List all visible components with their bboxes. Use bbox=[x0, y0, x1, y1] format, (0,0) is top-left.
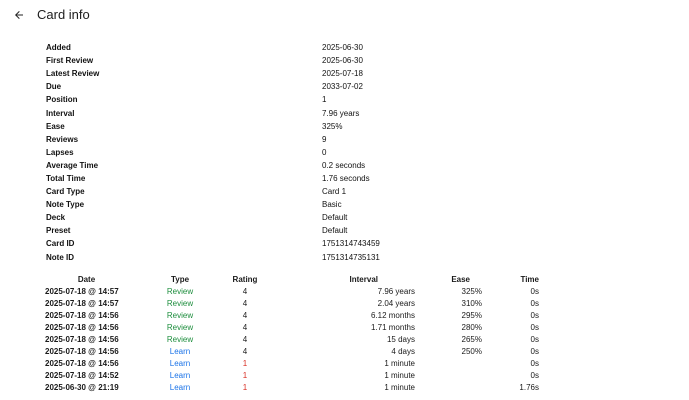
cell-date-at: @ bbox=[88, 359, 96, 369]
cell-date-day: 2025-07-18 bbox=[45, 359, 86, 369]
cell-ease: 325% bbox=[461, 286, 482, 296]
cell-time: 0s bbox=[530, 322, 539, 332]
table-row bbox=[38, 333, 539, 345]
cell-rating: 4 bbox=[242, 334, 248, 344]
cell-type: Review bbox=[166, 286, 194, 296]
info-key: Latest Review bbox=[46, 69, 100, 79]
table-row bbox=[38, 358, 539, 370]
cell-date-time: 14:56 bbox=[98, 359, 119, 369]
cell-ease bbox=[415, 358, 482, 370]
cell-rating: 4 bbox=[242, 347, 248, 357]
info-key: Lapses bbox=[46, 147, 74, 157]
info-value: 2025-06-30 bbox=[322, 56, 363, 66]
info-key: Ease bbox=[46, 121, 65, 131]
info-row bbox=[46, 146, 606, 159]
info-key: Added bbox=[46, 43, 71, 53]
cell-date-day: 2025-07-18 bbox=[45, 347, 86, 357]
cell-type: Review bbox=[166, 298, 194, 308]
cell-interval: 4 days bbox=[391, 347, 415, 357]
cell-date-at: @ bbox=[88, 371, 96, 381]
cell-ease: 310% bbox=[461, 298, 482, 308]
cell-date-time: 14:56 bbox=[98, 322, 119, 332]
cell-date-day: 2025-07-18 bbox=[45, 298, 86, 308]
info-key: Reviews bbox=[46, 134, 79, 144]
info-key: Card Type bbox=[46, 187, 85, 197]
cell-type: Learn bbox=[169, 347, 191, 357]
info-row bbox=[46, 211, 606, 224]
cell-date-day: 2025-07-18 bbox=[45, 334, 86, 344]
cell-ease bbox=[415, 370, 482, 382]
cell-type: Review bbox=[166, 322, 194, 332]
cell-date bbox=[38, 297, 135, 309]
info-value: Card 1 bbox=[322, 187, 347, 197]
cell-time: 0s bbox=[530, 310, 539, 320]
info-key: Note ID bbox=[46, 252, 74, 262]
table-row bbox=[38, 321, 539, 333]
cell-ease: 280% bbox=[461, 322, 482, 332]
cell-date-time: 14:52 bbox=[98, 371, 119, 381]
cell-rating: 1 bbox=[242, 371, 248, 381]
review-log-header-row bbox=[38, 273, 539, 285]
cell-interval: 7.96 years bbox=[377, 286, 415, 296]
cell-date-at: @ bbox=[88, 347, 96, 357]
info-key: Average Time bbox=[46, 160, 99, 170]
cell-time: 1.76s bbox=[519, 383, 539, 393]
info-key: Note Type bbox=[46, 200, 85, 210]
cell-interval: 6.12 months bbox=[370, 310, 415, 320]
cell-date-day: 2025-07-18 bbox=[45, 371, 86, 381]
table-row bbox=[38, 382, 539, 394]
cell-date bbox=[38, 370, 135, 382]
info-value: 9 bbox=[322, 134, 327, 144]
info-value: 2025-06-30 bbox=[322, 43, 363, 53]
cell-type: Learn bbox=[169, 383, 191, 393]
cell-ease: 295% bbox=[461, 310, 482, 320]
col-header-interval: Interval bbox=[349, 274, 378, 284]
cell-date-day: 2025-07-18 bbox=[45, 310, 86, 320]
info-value: 2025-07-18 bbox=[322, 69, 363, 79]
review-log-table bbox=[38, 273, 539, 394]
cell-date bbox=[38, 285, 135, 297]
cell-time: 0s bbox=[530, 334, 539, 344]
col-header-rating: Rating bbox=[232, 274, 258, 284]
cell-date-day: 2025-07-18 bbox=[45, 286, 86, 296]
info-row bbox=[46, 80, 606, 93]
info-value: 7.96 years bbox=[322, 108, 360, 118]
cell-time: 0s bbox=[530, 371, 539, 381]
cell-date-day: 2025-06-30 bbox=[45, 383, 86, 393]
info-row bbox=[46, 159, 606, 172]
cell-interval: 2.04 years bbox=[377, 298, 415, 308]
cell-interval: 1 minute bbox=[384, 371, 415, 381]
cell-ease bbox=[415, 382, 482, 394]
info-value: Basic bbox=[322, 200, 342, 210]
info-value: Default bbox=[322, 213, 348, 223]
cell-date bbox=[38, 358, 135, 370]
info-value: Default bbox=[322, 226, 348, 236]
info-key: Preset bbox=[46, 226, 71, 236]
info-key: First Review bbox=[46, 56, 94, 66]
cell-time: 0s bbox=[530, 286, 539, 296]
cell-time: 0s bbox=[530, 298, 539, 308]
cell-date-time: 21:19 bbox=[98, 383, 119, 393]
cell-date-time: 14:56 bbox=[98, 347, 119, 357]
cell-type: Review bbox=[166, 310, 194, 320]
info-key: Deck bbox=[46, 213, 66, 223]
cell-date-at: @ bbox=[88, 322, 96, 332]
table-row bbox=[38, 309, 539, 321]
cell-date bbox=[38, 382, 135, 394]
info-key: Position bbox=[46, 95, 78, 105]
col-header-type: Type bbox=[170, 274, 190, 284]
cell-type: Learn bbox=[169, 359, 191, 369]
cell-date bbox=[38, 309, 135, 321]
back-button[interactable] bbox=[9, 5, 29, 25]
cell-rating: 4 bbox=[242, 286, 248, 296]
info-row bbox=[46, 172, 606, 185]
cell-date bbox=[38, 345, 135, 357]
info-row bbox=[46, 106, 606, 119]
info-row bbox=[46, 251, 606, 264]
cell-ease: 250% bbox=[461, 347, 482, 357]
info-key: Due bbox=[46, 82, 62, 92]
info-row bbox=[46, 120, 606, 133]
info-row bbox=[46, 54, 606, 67]
info-row bbox=[46, 93, 606, 106]
cell-date-time: 14:57 bbox=[98, 286, 119, 296]
cell-date-at: @ bbox=[88, 298, 96, 308]
cell-date bbox=[38, 321, 135, 333]
cell-date-time: 14:57 bbox=[98, 298, 119, 308]
info-value: 1751314735131 bbox=[322, 252, 380, 262]
card-info-list bbox=[46, 41, 606, 264]
info-value: 1.76 seconds bbox=[322, 173, 370, 183]
table-row bbox=[38, 370, 539, 382]
cell-time: 0s bbox=[530, 347, 539, 357]
table-row bbox=[38, 285, 539, 297]
info-value: 325% bbox=[322, 121, 343, 131]
cell-rating: 4 bbox=[242, 310, 248, 320]
page-title: Card info bbox=[37, 7, 90, 22]
cell-rating: 1 bbox=[242, 383, 248, 393]
cell-interval: 1.71 months bbox=[370, 322, 415, 332]
info-row bbox=[46, 41, 606, 54]
info-row bbox=[46, 67, 606, 80]
cell-date-at: @ bbox=[88, 334, 96, 344]
info-value: 2033-07-02 bbox=[322, 82, 363, 92]
info-row bbox=[46, 237, 606, 250]
cell-rating: 4 bbox=[242, 298, 248, 308]
info-row bbox=[46, 185, 606, 198]
cell-rating: 4 bbox=[242, 322, 248, 332]
cell-date-time: 14:56 bbox=[98, 334, 119, 344]
cell-interval: 15 days bbox=[386, 334, 415, 344]
cell-date-at: @ bbox=[88, 286, 96, 296]
cell-time: 0s bbox=[530, 359, 539, 369]
cell-interval: 1 minute bbox=[384, 383, 415, 393]
info-value: 0 bbox=[322, 147, 327, 157]
cell-date-time: 14:56 bbox=[98, 310, 119, 320]
cell-date bbox=[38, 333, 135, 345]
info-key: Interval bbox=[46, 108, 75, 118]
info-row bbox=[46, 133, 606, 146]
app-bar bbox=[0, 0, 689, 32]
info-row bbox=[46, 198, 606, 211]
table-row bbox=[38, 297, 539, 309]
cell-date-at: @ bbox=[88, 383, 96, 393]
info-key: Card ID bbox=[46, 239, 75, 249]
col-header-ease: Ease bbox=[451, 274, 470, 284]
cell-ease: 265% bbox=[461, 334, 482, 344]
cell-rating: 1 bbox=[242, 359, 248, 369]
col-header-date: Date bbox=[77, 274, 96, 284]
arrow-left-icon bbox=[13, 9, 25, 21]
cell-type: Learn bbox=[169, 371, 191, 381]
col-header-time: Time bbox=[520, 274, 539, 284]
info-value: 1 bbox=[322, 95, 327, 105]
cell-interval: 1 minute bbox=[384, 359, 415, 369]
cell-date-day: 2025-07-18 bbox=[45, 322, 86, 332]
cell-date-at: @ bbox=[88, 310, 96, 320]
cell-type: Review bbox=[166, 334, 194, 344]
info-value: 1751314743459 bbox=[322, 239, 380, 249]
info-value: 0.2 seconds bbox=[322, 160, 366, 170]
table-row bbox=[38, 345, 539, 357]
info-key: Total Time bbox=[46, 173, 86, 183]
info-row bbox=[46, 224, 606, 237]
